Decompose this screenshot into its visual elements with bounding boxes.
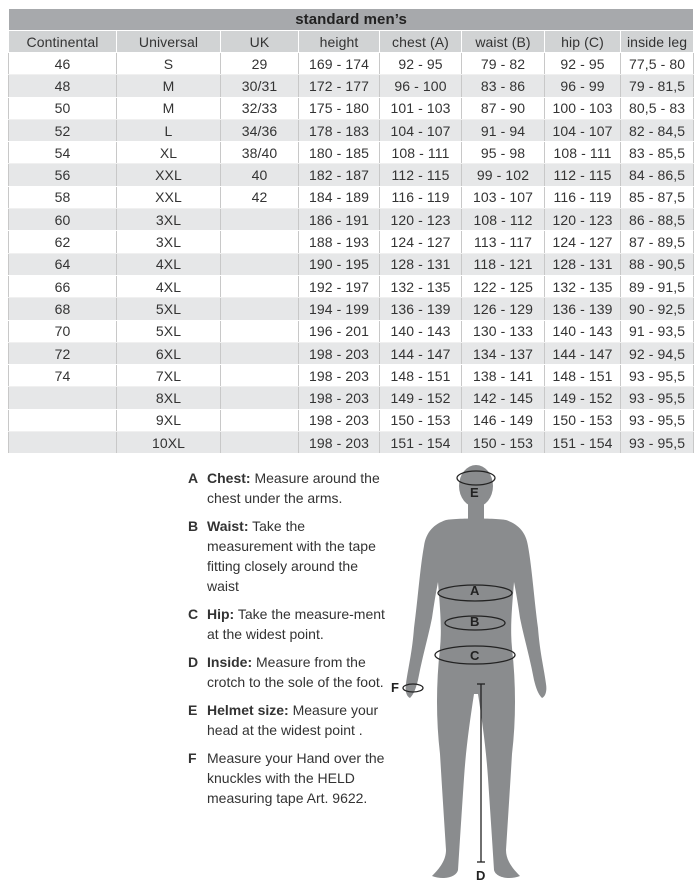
table-cell: 103 - 107 bbox=[462, 186, 545, 208]
table-cell: 120 - 123 bbox=[545, 209, 621, 231]
table-row bbox=[9, 186, 694, 208]
table-body bbox=[9, 53, 694, 454]
table-cell: 198 - 203 bbox=[299, 409, 380, 431]
column-header: chest (A) bbox=[380, 31, 462, 53]
table-cell: 190 - 195 bbox=[299, 253, 380, 275]
table-cell: 56 bbox=[9, 164, 117, 186]
table-cell: 113 - 117 bbox=[462, 231, 545, 253]
label-b: B bbox=[470, 614, 480, 629]
table-cell: 90 - 92,5 bbox=[621, 298, 694, 320]
table-cell: 42 bbox=[221, 186, 299, 208]
table-cell: 104 - 107 bbox=[380, 119, 462, 141]
table-cell: 92 - 95 bbox=[380, 53, 462, 75]
table-cell: 184 - 189 bbox=[299, 186, 380, 208]
instruction-letter: F bbox=[188, 750, 197, 766]
table-cell bbox=[221, 320, 299, 342]
table-cell: 32/33 bbox=[221, 97, 299, 119]
table-cell: 198 - 203 bbox=[299, 365, 380, 387]
table-cell bbox=[221, 365, 299, 387]
table-cell: 194 - 199 bbox=[299, 298, 380, 320]
table-row bbox=[9, 53, 694, 75]
table-cell: 80,5 - 83 bbox=[621, 97, 694, 119]
table-cell: 34/36 bbox=[221, 119, 299, 141]
table-cell bbox=[221, 253, 299, 275]
table-cell: 172 - 177 bbox=[299, 75, 380, 97]
table-cell: 99 - 102 bbox=[462, 164, 545, 186]
table-row bbox=[9, 97, 694, 119]
instruction-letter: A bbox=[188, 470, 199, 486]
table-cell: 120 - 123 bbox=[380, 209, 462, 231]
table-cell: 8XL bbox=[117, 387, 221, 409]
table-cell bbox=[221, 209, 299, 231]
table-cell: 142 - 145 bbox=[462, 387, 545, 409]
table-cell: 54 bbox=[9, 142, 117, 164]
column-header: inside leg bbox=[621, 31, 694, 53]
table-cell: 52 bbox=[9, 119, 117, 141]
table-cell: 180 - 185 bbox=[299, 142, 380, 164]
table-cell: 136 - 139 bbox=[545, 298, 621, 320]
table-cell: 151 - 154 bbox=[380, 432, 462, 454]
table-cell: 198 - 203 bbox=[299, 342, 380, 364]
instruction-text: Take the measurement with the tape fitting closely around the waist bbox=[207, 518, 376, 594]
table-row bbox=[9, 119, 694, 141]
table-cell: 93 - 95,5 bbox=[621, 409, 694, 431]
table-cell: 96 - 100 bbox=[380, 75, 462, 97]
measurement-instructions bbox=[188, 468, 388, 816]
table-cell: 136 - 139 bbox=[380, 298, 462, 320]
table-cell: 86 - 88,5 bbox=[621, 209, 694, 231]
table-cell: L bbox=[117, 119, 221, 141]
table-cell: 140 - 143 bbox=[545, 320, 621, 342]
table-cell: 91 - 94 bbox=[462, 119, 545, 141]
table-cell: 72 bbox=[9, 342, 117, 364]
table-cell: 198 - 203 bbox=[299, 387, 380, 409]
table-cell bbox=[221, 387, 299, 409]
table-row bbox=[9, 253, 694, 275]
table-cell: 83 - 86 bbox=[462, 75, 545, 97]
table-cell: 149 - 152 bbox=[545, 387, 621, 409]
table-cell: 60 bbox=[9, 209, 117, 231]
table-cell: 5XL bbox=[117, 320, 221, 342]
table-row bbox=[9, 387, 694, 409]
table-cell: 4XL bbox=[117, 275, 221, 297]
table-cell: 186 - 191 bbox=[299, 209, 380, 231]
table-cell: 124 - 127 bbox=[545, 231, 621, 253]
table-title-row bbox=[9, 9, 694, 31]
table-cell: 89 - 91,5 bbox=[621, 275, 694, 297]
body-silhouette bbox=[406, 465, 547, 878]
table-cell: 79 - 82 bbox=[462, 53, 545, 75]
table-cell: XL bbox=[117, 142, 221, 164]
table-cell: 77,5 - 80 bbox=[621, 53, 694, 75]
table-cell bbox=[221, 432, 299, 454]
table-cell: 188 - 193 bbox=[299, 231, 380, 253]
table-cell: 112 - 115 bbox=[380, 164, 462, 186]
instruction-label: Helmet size: bbox=[207, 702, 289, 718]
column-header: Universal bbox=[117, 31, 221, 53]
table-cell: 182 - 187 bbox=[299, 164, 380, 186]
column-header: UK bbox=[221, 31, 299, 53]
table-row bbox=[9, 142, 694, 164]
table-cell: 134 - 137 bbox=[462, 342, 545, 364]
body-silhouette-svg bbox=[384, 458, 554, 886]
table-row bbox=[9, 164, 694, 186]
table-cell: 138 - 141 bbox=[462, 365, 545, 387]
size-chart-table bbox=[8, 8, 694, 454]
table-header-row bbox=[9, 31, 694, 53]
table-cell: 124 - 127 bbox=[380, 231, 462, 253]
table-cell: 83 - 85,5 bbox=[621, 142, 694, 164]
table-cell: 62 bbox=[9, 231, 117, 253]
table-cell: 116 - 119 bbox=[380, 186, 462, 208]
table-cell bbox=[9, 387, 117, 409]
table-cell: 116 - 119 bbox=[545, 186, 621, 208]
table-cell: 4XL bbox=[117, 253, 221, 275]
table-cell: 108 - 111 bbox=[545, 142, 621, 164]
table-cell: 85 - 87,5 bbox=[621, 186, 694, 208]
instruction-letter: D bbox=[188, 654, 199, 670]
table-cell: 5XL bbox=[117, 298, 221, 320]
body-figure bbox=[384, 458, 554, 886]
table-cell: 130 - 133 bbox=[462, 320, 545, 342]
table-cell: 92 - 95 bbox=[545, 53, 621, 75]
table-title: standard men’s bbox=[9, 9, 694, 31]
table-cell: 112 - 115 bbox=[545, 164, 621, 186]
instruction-item bbox=[188, 652, 388, 692]
table-cell: 50 bbox=[9, 97, 117, 119]
table-cell: 108 - 111 bbox=[380, 142, 462, 164]
instruction-letter: C bbox=[188, 606, 199, 622]
instruction-label: Hip: bbox=[207, 606, 235, 622]
table-cell: 100 - 103 bbox=[545, 97, 621, 119]
table-cell: 46 bbox=[9, 53, 117, 75]
table-cell: 128 - 131 bbox=[545, 253, 621, 275]
table-cell: 3XL bbox=[117, 209, 221, 231]
table-cell: 93 - 95,5 bbox=[621, 387, 694, 409]
column-header: hip (C) bbox=[545, 31, 621, 53]
instruction-item bbox=[188, 748, 388, 808]
table-cell: 95 - 98 bbox=[462, 142, 545, 164]
instruction-letter: B bbox=[188, 518, 199, 534]
table-cell: 96 - 99 bbox=[545, 75, 621, 97]
table-cell: 93 - 95,5 bbox=[621, 432, 694, 454]
table-cell: 30/31 bbox=[221, 75, 299, 97]
table-row bbox=[9, 432, 694, 454]
instruction-label: Inside: bbox=[207, 654, 253, 670]
table-cell: 87 - 90 bbox=[462, 97, 545, 119]
table-cell bbox=[9, 432, 117, 454]
table-row bbox=[9, 75, 694, 97]
table-cell: 84 - 86,5 bbox=[621, 164, 694, 186]
table-cell: 79 - 81,5 bbox=[621, 75, 694, 97]
table-cell: 126 - 129 bbox=[462, 298, 545, 320]
table-cell: 7XL bbox=[117, 365, 221, 387]
table-cell bbox=[9, 409, 117, 431]
table-cell: 74 bbox=[9, 365, 117, 387]
table-cell: 151 - 154 bbox=[545, 432, 621, 454]
instruction-item bbox=[188, 700, 388, 740]
table-cell: 150 - 153 bbox=[462, 432, 545, 454]
table-cell bbox=[221, 231, 299, 253]
label-d: D bbox=[476, 868, 486, 883]
table-cell: 148 - 151 bbox=[545, 365, 621, 387]
table-cell: 122 - 125 bbox=[462, 275, 545, 297]
column-header: waist (B) bbox=[462, 31, 545, 53]
table-cell: 10XL bbox=[117, 432, 221, 454]
instruction-letter: E bbox=[188, 702, 198, 718]
label-c: C bbox=[470, 648, 480, 663]
table-cell: 144 - 147 bbox=[380, 342, 462, 364]
table-cell: 192 - 197 bbox=[299, 275, 380, 297]
table-cell: 118 - 121 bbox=[462, 253, 545, 275]
table-cell: 169 - 174 bbox=[299, 53, 380, 75]
table-cell: 91 - 93,5 bbox=[621, 320, 694, 342]
table-cell: 128 - 131 bbox=[380, 253, 462, 275]
table-cell: 40 bbox=[221, 164, 299, 186]
table-row bbox=[9, 209, 694, 231]
instruction-item bbox=[188, 516, 388, 596]
instruction-label: Chest: bbox=[207, 470, 251, 486]
table-cell: 148 - 151 bbox=[380, 365, 462, 387]
table-cell: 132 - 135 bbox=[545, 275, 621, 297]
table-cell: 149 - 152 bbox=[380, 387, 462, 409]
table-cell: M bbox=[117, 75, 221, 97]
instruction-text: Measure your Hand over the knuckles with the HELD measuring tape Art. 9622. bbox=[207, 750, 385, 806]
table-cell: 92 - 94,5 bbox=[621, 342, 694, 364]
table-cell: 48 bbox=[9, 75, 117, 97]
table-cell: 6XL bbox=[117, 342, 221, 364]
label-e: E bbox=[470, 485, 479, 500]
table-cell: 58 bbox=[9, 186, 117, 208]
table-cell: 101 - 103 bbox=[380, 97, 462, 119]
table-cell: 38/40 bbox=[221, 142, 299, 164]
table-cell bbox=[221, 298, 299, 320]
table-cell: 178 - 183 bbox=[299, 119, 380, 141]
table-cell: 140 - 143 bbox=[380, 320, 462, 342]
table-cell: 82 - 84,5 bbox=[621, 119, 694, 141]
label-a: A bbox=[470, 583, 480, 598]
table-row bbox=[9, 320, 694, 342]
table-cell bbox=[221, 275, 299, 297]
table-cell: 93 - 95,5 bbox=[621, 365, 694, 387]
table-cell: 64 bbox=[9, 253, 117, 275]
table-row bbox=[9, 365, 694, 387]
table-row bbox=[9, 231, 694, 253]
table-cell: 150 - 153 bbox=[545, 409, 621, 431]
label-f: F bbox=[391, 680, 399, 695]
table-cell: XXL bbox=[117, 164, 221, 186]
table-row bbox=[9, 342, 694, 364]
table-cell: 175 - 180 bbox=[299, 97, 380, 119]
table-cell: 104 - 107 bbox=[545, 119, 621, 141]
table-cell bbox=[221, 409, 299, 431]
table-cell: 144 - 147 bbox=[545, 342, 621, 364]
instruction-text: Measure around the chest under the arms. bbox=[207, 470, 380, 506]
instruction-text: Measure from the crotch to the sole of the foot. bbox=[207, 654, 384, 690]
table-cell: 146 - 149 bbox=[462, 409, 545, 431]
instruction-item bbox=[188, 468, 388, 508]
table-row bbox=[9, 409, 694, 431]
table-cell: S bbox=[117, 53, 221, 75]
table-cell: 88 - 90,5 bbox=[621, 253, 694, 275]
table-cell: 3XL bbox=[117, 231, 221, 253]
instruction-label: Waist: bbox=[207, 518, 249, 534]
column-header: Continental bbox=[9, 31, 117, 53]
table-row bbox=[9, 275, 694, 297]
table-cell: 70 bbox=[9, 320, 117, 342]
table-cell: 150 - 153 bbox=[380, 409, 462, 431]
table-cell: 66 bbox=[9, 275, 117, 297]
table-cell: 87 - 89,5 bbox=[621, 231, 694, 253]
table-cell: XXL bbox=[117, 186, 221, 208]
instruction-text: Measure your head at the widest point . bbox=[207, 702, 379, 738]
column-header: height bbox=[299, 31, 380, 53]
table-cell: M bbox=[117, 97, 221, 119]
table-cell: 198 - 203 bbox=[299, 432, 380, 454]
table-cell: 196 - 201 bbox=[299, 320, 380, 342]
instruction-item bbox=[188, 604, 388, 644]
table-cell: 132 - 135 bbox=[380, 275, 462, 297]
table-cell: 29 bbox=[221, 53, 299, 75]
table-cell: 108 - 112 bbox=[462, 209, 545, 231]
table-row bbox=[9, 298, 694, 320]
instruction-text: Take the measure-ment at the widest point. bbox=[207, 606, 385, 642]
table-cell bbox=[221, 342, 299, 364]
table-cell: 68 bbox=[9, 298, 117, 320]
table-cell: 9XL bbox=[117, 409, 221, 431]
